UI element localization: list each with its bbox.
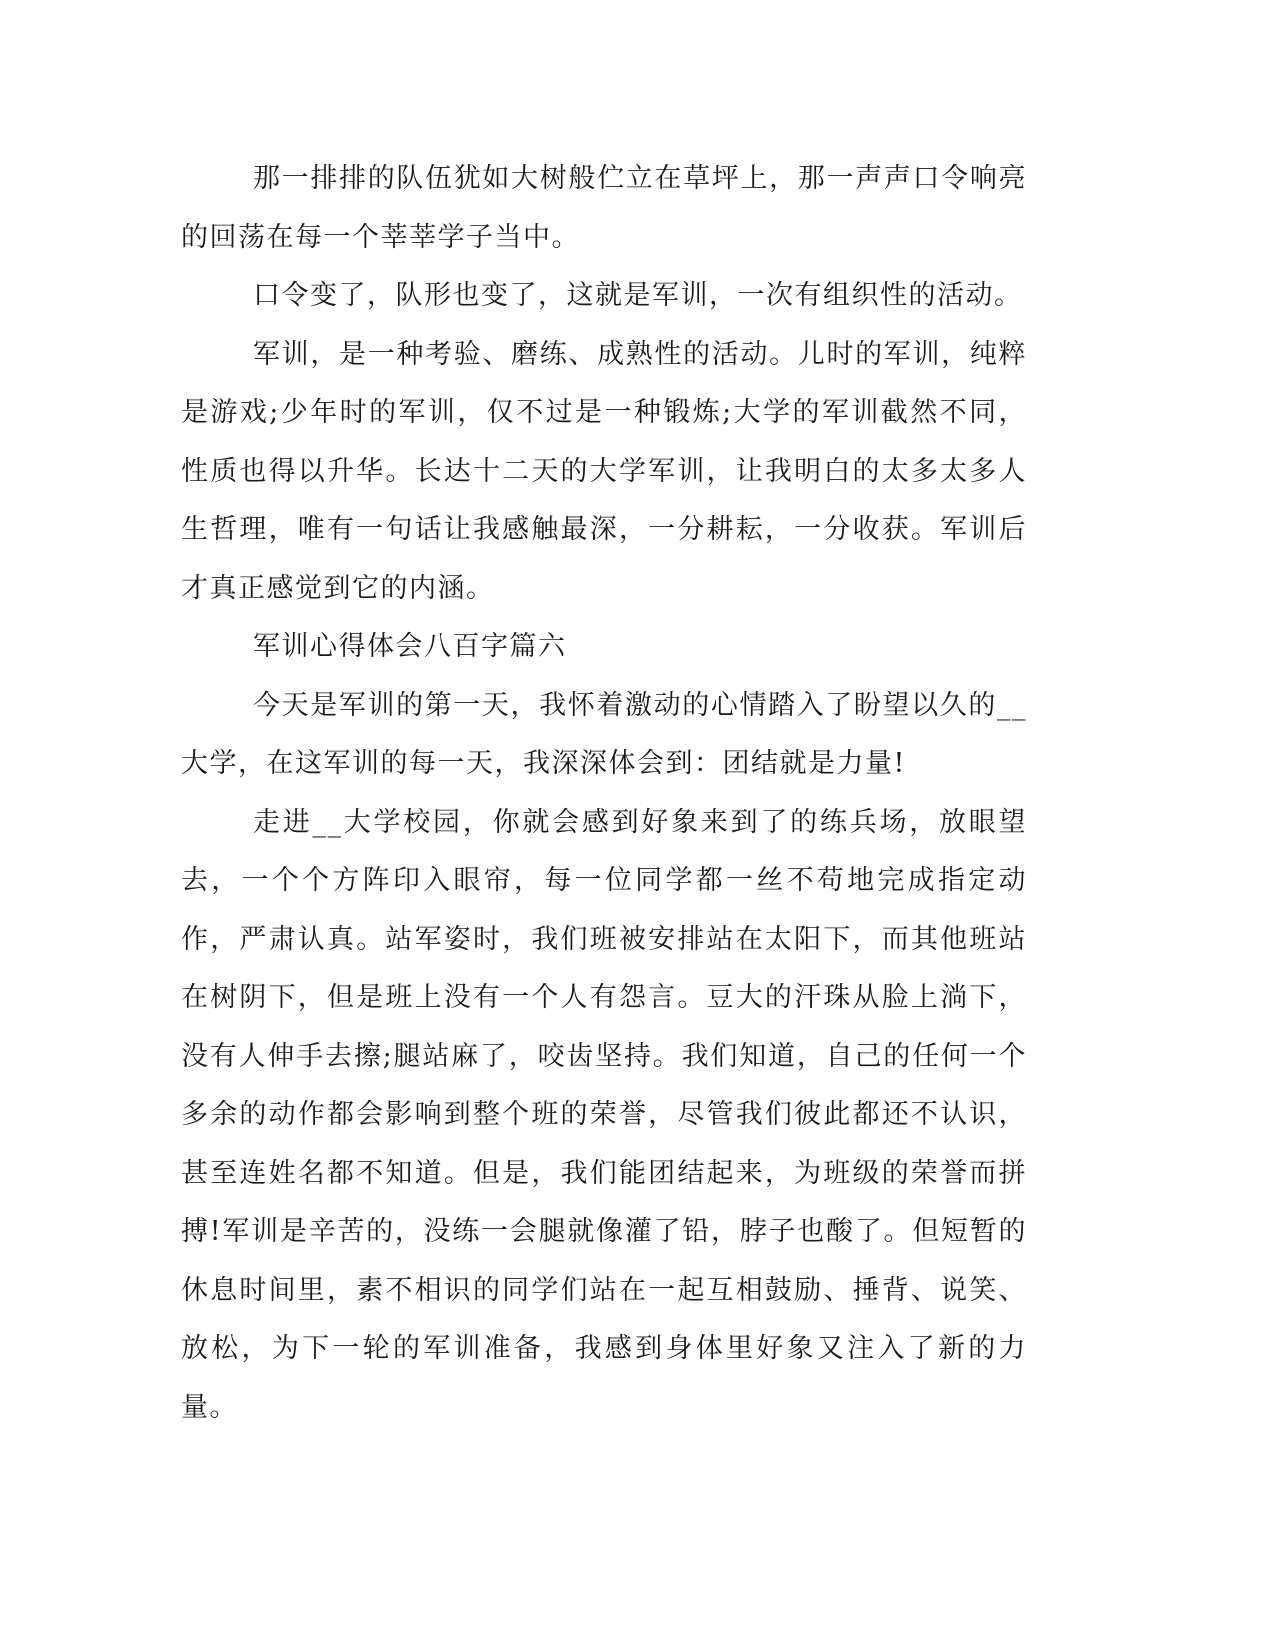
paragraph: 军训，是一种考验、磨练、成熟性的活动。儿时的军训，纯粹是游戏;少年时的军训，仅不过是一种锻炼;大学的军训截然不同，性质也得以升华。长达十二天的大学军训，让我明白的太多太多人生哲理，唯有一句话让我感触最深，一分耕耘，一分收获。军训后才真正感觉到它的内涵。 (181, 338, 1027, 604)
paragraph: 那一排排的队伍犹如大树般伫立在草坪上，那一声声口令响亮的回荡在每一个莘莘学子当中。 (181, 163, 1027, 253)
section-heading: 军训心得体会八百字篇六 (253, 631, 567, 662)
paragraph: 口令变了，队形也变了，这就是军训，一次有组织性的活动。 (253, 280, 1023, 311)
document-page (181, 150, 1027, 1437)
paragraph: 走进__大学校园，你就会感到好象来到了的练兵场，放眼望去，一个个方阵印入眼帘，每一位同学都一丝不苟地完成指定动作，严肃认真。站军姿时，我们班被安排站在太阳下，而其他班站在树阴下，但是班上没有一个人有怨言。豆大的汗珠从脸上淌下，没有人伸手去擦;腿站麻了，咬齿坚持。我们知道，自己的任何一个多余的动作都会影响到整个班的荣誉，尽管我们彼此都还不认识，甚至连姓名都不知道。但是，我们能团结起来，为班级的荣誉而拼搏!军训是辛苦的，没练一会腿就像灌了铅，脖子也酸了。但短暂的休息时间里，素不相识的同学们站在一起互相鼓励、捶背、说笑、放松，为下一轮的军训准备，我感到身体里好象又注入了新的力量。 (181, 806, 1027, 1423)
paragraph: 今天是军训的第一天，我怀着激动的心情踏入了盼望以久的__大学，在这军训的每一天，我深深体会到：团结就是力量! (181, 689, 1027, 779)
